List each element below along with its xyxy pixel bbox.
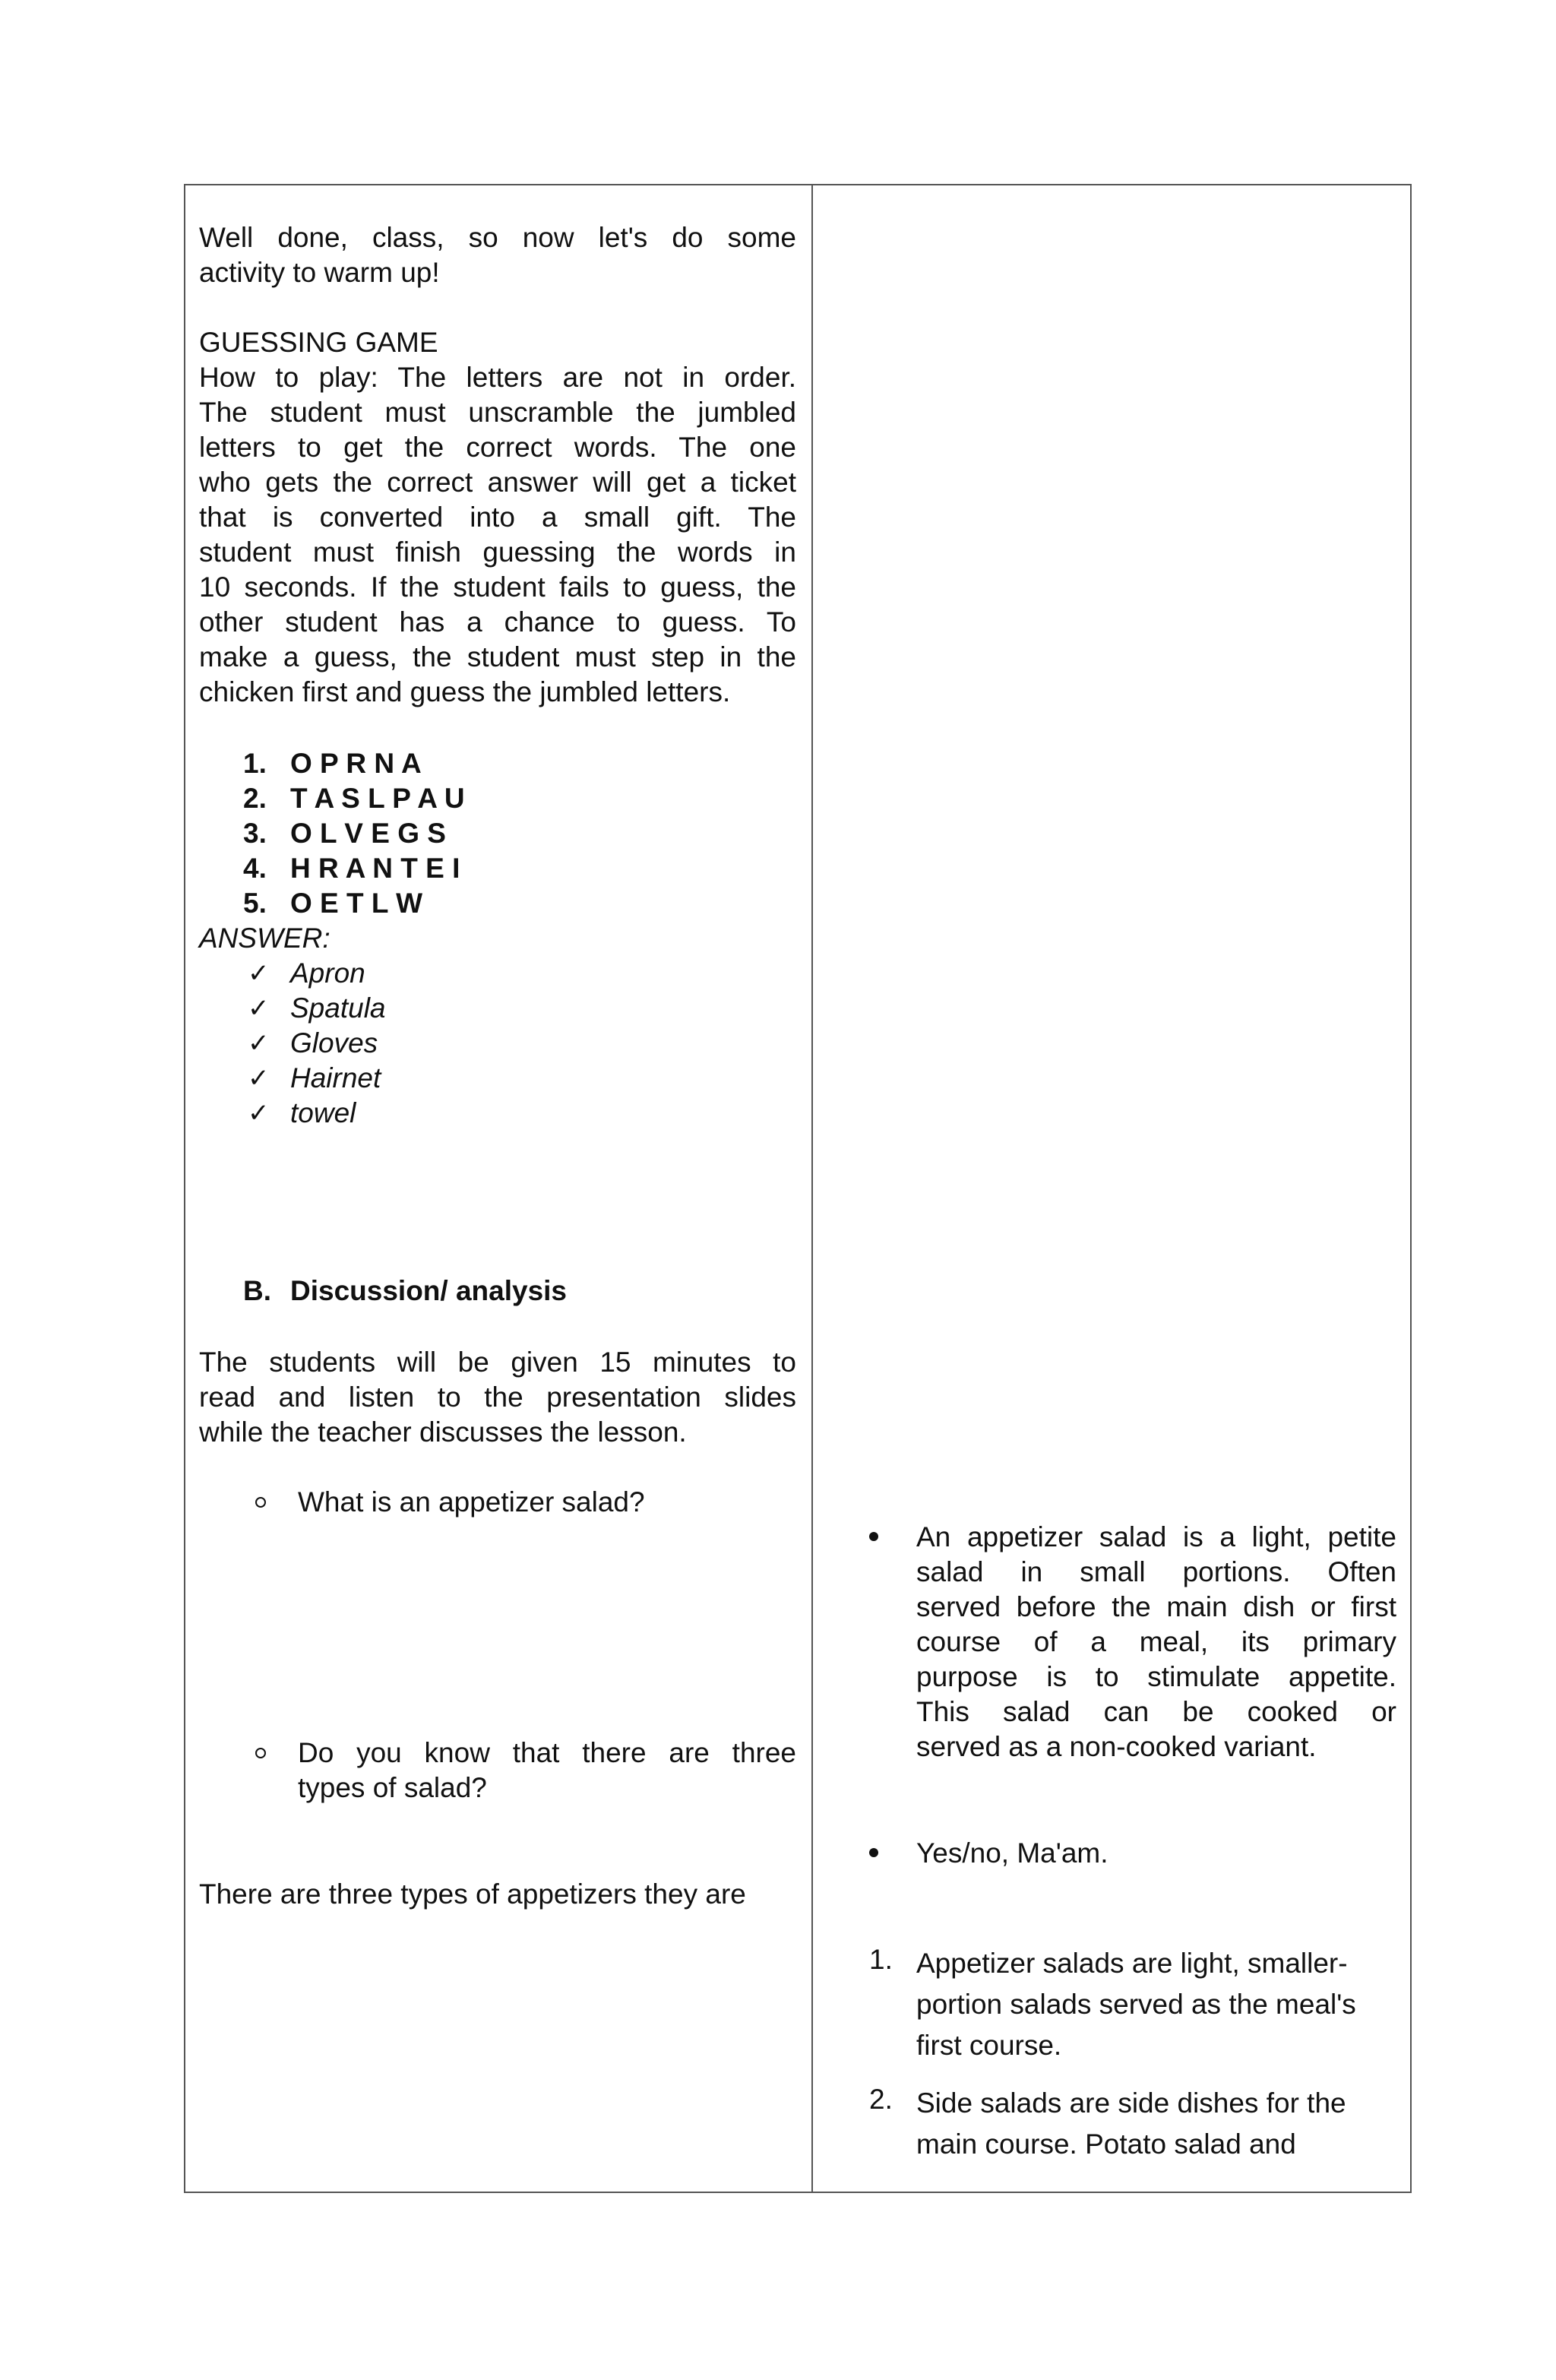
- type-number: 2.: [869, 2084, 893, 2115]
- jumbled-word: O P R N A: [290, 748, 422, 779]
- jumbled-number: 5.: [243, 888, 267, 919]
- answer-1-line: purpose is to stimulate appetite.: [916, 1661, 1396, 1692]
- intro-line-1: Well done, class, so now let's do some: [199, 222, 796, 253]
- type-number: 1.: [869, 1944, 893, 1975]
- answer-1-line: course of a meal, its primary: [916, 1626, 1396, 1657]
- check-icon: ✓: [248, 994, 270, 1023]
- question-2-line: Do you know that there are three: [298, 1737, 796, 1768]
- answer-1-line: served as a non-cooked variant.: [916, 1731, 1317, 1762]
- jumbled-word: T A S L P A U: [290, 783, 465, 814]
- types-intro: There are three types of appetizers they are: [199, 1878, 746, 1910]
- intro-line-2: activity to warm up!: [199, 257, 440, 288]
- jumbled-word: O E T L W: [290, 888, 423, 919]
- game-title: GUESSING GAME: [199, 327, 438, 358]
- discussion-line: The students will be given 15 minutes to: [199, 1347, 796, 1378]
- check-icon: ✓: [248, 1099, 270, 1128]
- game-desc-line: chicken first and guess the jumbled letters.: [199, 676, 731, 707]
- circle-bullet-icon: [255, 1497, 266, 1508]
- type-line: first course.: [916, 2030, 1062, 2061]
- check-icon: ✓: [248, 1029, 270, 1058]
- question-1: What is an appetizer salad?: [298, 1486, 645, 1518]
- type-line: portion salads served as the meal's: [916, 1989, 1356, 2020]
- circle-bullet-icon: [255, 1748, 266, 1758]
- jumbled-number: 4.: [243, 853, 267, 884]
- check-icon: ✓: [248, 1064, 270, 1093]
- answer-1-line: An appetizer salad is a light, petite: [916, 1521, 1396, 1552]
- game-desc-line: The student must unscramble the jumbled: [199, 397, 796, 428]
- game-desc-line: letters to get the correct words. The one: [199, 432, 796, 463]
- answer-item: Apron: [290, 957, 365, 989]
- game-desc-line: other student has a chance to guess. To: [199, 606, 796, 638]
- jumbled-word: O L V E G S: [290, 818, 446, 849]
- answer-2: Yes/no, Ma'am.: [916, 1837, 1108, 1869]
- answer-item: Spatula: [290, 992, 386, 1024]
- answer-1-line: salad in small portions. Often: [916, 1556, 1396, 1587]
- jumbled-number: 1.: [243, 748, 267, 779]
- bullet-icon: [869, 1532, 878, 1541]
- game-desc-line: make a guess, the student must step in the: [199, 641, 796, 673]
- type-line: Side salads are side dishes for the: [916, 2087, 1346, 2119]
- game-desc-line: that is converted into a small gift. The: [199, 502, 796, 533]
- answer-item: towel: [290, 1097, 356, 1128]
- answer-1-line: This salad can be cooked or: [916, 1696, 1396, 1727]
- type-line: main course. Potato salad and: [916, 2128, 1296, 2160]
- answer-1-line: served before the main dish or first: [916, 1591, 1396, 1622]
- jumbled-number: 2.: [243, 783, 267, 814]
- answer-label: ANSWER:: [199, 923, 330, 954]
- type-line: Appetizer salads are light, smaller-: [916, 1948, 1348, 1979]
- question-2-line: types of salad?: [298, 1772, 487, 1803]
- check-icon: ✓: [248, 959, 270, 988]
- discussion-line: while the teacher discusses the lesson.: [199, 1416, 687, 1448]
- bullet-icon: [869, 1848, 878, 1857]
- discussion-line: read and listen to the presentation slides: [199, 1381, 796, 1413]
- section-title: Discussion/ analysis: [290, 1275, 568, 1306]
- answer-item: Gloves: [290, 1027, 378, 1059]
- game-desc-line: 10 seconds. If the student fails to guess, the: [199, 571, 796, 603]
- section-letter: B.: [243, 1275, 271, 1306]
- game-desc-line: who gets the correct answer will get a ticket: [199, 467, 796, 498]
- jumbled-word: H R A N T E I: [290, 853, 460, 884]
- jumbled-number: 3.: [243, 818, 267, 849]
- column-divider: [811, 185, 813, 2192]
- game-desc-line: How to play: The letters are not in order.: [199, 362, 796, 393]
- answer-item: Hairnet: [290, 1062, 381, 1093]
- game-desc-line: student must finish guessing the words in: [199, 536, 796, 568]
